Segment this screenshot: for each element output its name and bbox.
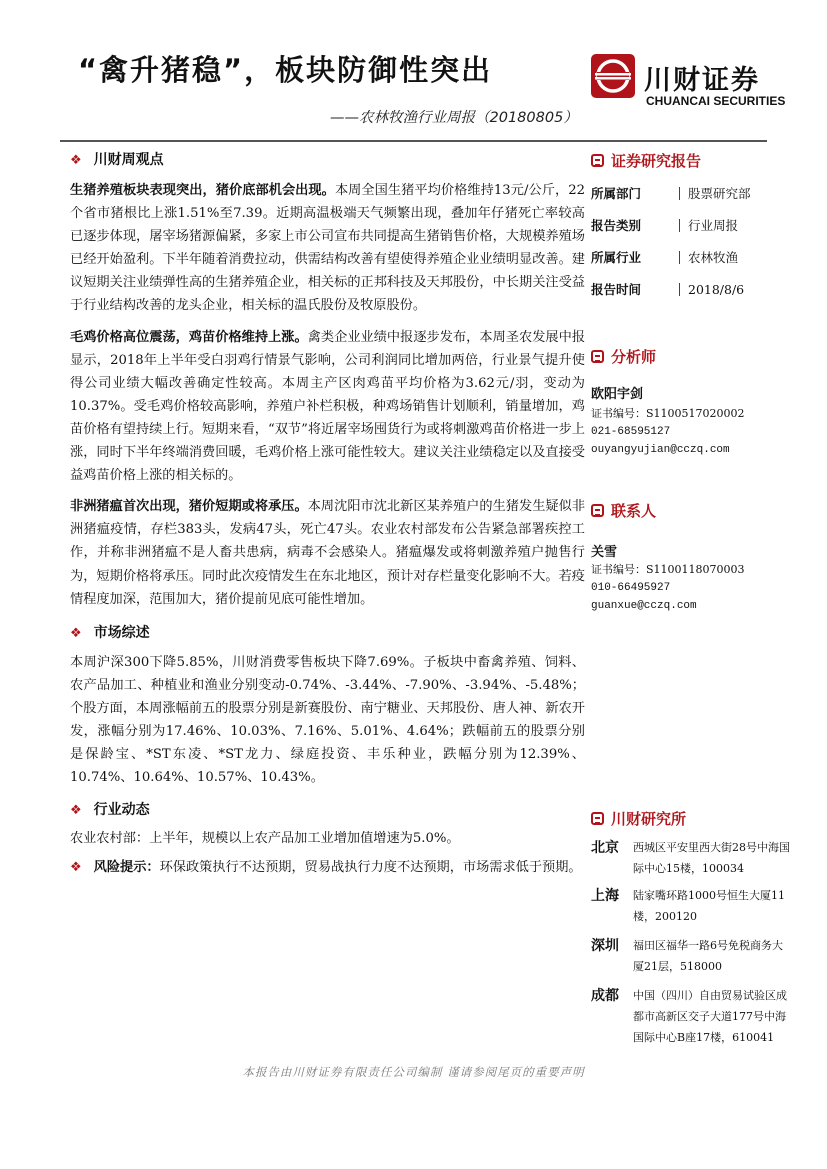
meta-separator	[679, 283, 680, 296]
office-chengdu	[591, 985, 791, 1048]
paragraph-body: 本周沈阳市沈北新区某养殖户的生猪发生疑似非洲猪瘟疫情，存栏383头，发病47头，死亡47头。农业农村部发布公告紧急部署疾控工作，并称非洲猪瘟不是人畜共患病，病毒不会感染人。猪瘟爆发或将刺激养殖户抛售行为，短期价格将承压。同时此次疫情发生在东北地区，预计对存栏量变化影响不大。若疫情程度加深，范围加大，猪价提前见底可能性增加。	[70, 499, 586, 607]
side-heading-text: 川财研究所	[611, 810, 687, 828]
meta-value: 农林牧渔	[688, 250, 739, 265]
office-city: 北京	[591, 840, 619, 856]
office-address: 西城区平安里西大街28号中海国际中心15楼，100034	[633, 841, 790, 875]
section-market-review	[70, 623, 585, 645]
office-shenzhen	[591, 935, 791, 977]
paragraph-lead: 非洲猪瘟首次出现，猪价短期或将承压。	[70, 499, 308, 515]
meta-value: 股票研究部	[688, 186, 751, 201]
analyst-phone: 021-68595127	[591, 426, 671, 438]
meta-label: 报告时间	[591, 282, 642, 297]
contact-icon	[591, 504, 604, 517]
brand-name: 川财证券	[644, 65, 760, 96]
meta-label: 所属部门	[591, 186, 642, 201]
report-subtitle: ——农林牧渔行业周报（20180805）	[330, 110, 578, 126]
main-content	[70, 150, 585, 879]
meta-row	[591, 209, 791, 241]
report-meta-panel	[591, 150, 791, 305]
risk-warning	[70, 856, 585, 879]
diamond-bullet-icon: ❖	[70, 802, 82, 818]
meta-list	[591, 177, 791, 305]
diamond-bullet-icon: ❖	[70, 153, 82, 169]
report-title: “禽升猪稳”，板块防御性突出	[78, 53, 493, 87]
meta-value: 行业周报	[688, 218, 739, 233]
section-title: 市场综述	[93, 625, 150, 642]
analyst-cert: 证书编号：S1100517020002	[591, 407, 745, 420]
paragraph-lead: 生猪养殖板块表现突出，猪价底部机会出现。	[70, 183, 335, 198]
side-heading-text: 联系人	[611, 502, 657, 520]
contact-name: 关雪	[591, 545, 618, 560]
institute-heading	[591, 808, 791, 829]
analyst-heading	[591, 346, 791, 367]
risk-text: 环保政策执行不达预期，贸易战执行力度不达预期，市场需求低于预期。	[159, 860, 582, 876]
office-city: 深圳	[591, 938, 619, 954]
brand-name-en: CHUANCAI SECURITIES	[646, 94, 786, 108]
paragraph-hog	[70, 179, 585, 318]
institute-panel	[591, 808, 791, 1048]
office-beijing	[591, 837, 791, 879]
meta-label: 所属行业	[591, 250, 642, 265]
paragraph-body: 禽类企业业绩中报逐步发布，本周圣农发展中报显示，2018年上半年受白羽鸡行情景气影响，公司利润同比增加两倍，行业景气提升使得公司业绩大幅改善确定性较高。本周主产区肉鸡苗平均价格为3.62元/羽，变动为10.37%。受毛鸡价格较高影响，养殖户补栏积极，种鸡场销售计划顺利，销量增加，鸡苗价格有望持续上行。短期来看，“双节”将近屠宰场囤货行为或将刺激鸡苗价格进一步上涨，同时下半年终端消费回暖，毛鸡价格上涨可能性较大。建议关注业绩稳定以及直接受益鸡苗价格上涨的相关标的。	[70, 329, 586, 484]
office-address: 陆家嘴环路1000号恒生大厦11楼，200120	[633, 889, 785, 923]
analyst-panel	[591, 346, 791, 459]
report-icon	[591, 154, 604, 167]
section-industry-news	[70, 799, 585, 821]
header-divider	[60, 140, 767, 142]
contact-heading	[591, 500, 791, 521]
paragraph-lead: 毛鸡价格高位震荡，鸡苗价格维持上涨。	[70, 329, 308, 345]
contact-panel	[591, 500, 791, 615]
office-city: 上海	[591, 888, 619, 904]
contact-cert: 证书编号：S1100118070003	[591, 563, 745, 576]
meta-label: 报告类别	[591, 218, 642, 233]
risk-label: 风险提示：	[93, 860, 160, 876]
paragraph-news: 农业农村部：上半年，规模以上农产品加工业增加值增速为5.0%。	[70, 831, 460, 847]
analyst-icon	[591, 350, 604, 363]
side-heading-text: 分析师	[611, 348, 657, 366]
side-heading-text: 证券研究报告	[611, 152, 702, 170]
office-shanghai	[591, 885, 791, 927]
meta-separator	[679, 187, 680, 200]
paragraph-chicken	[70, 326, 585, 488]
contact-email[interactable]: guanxue@cczq.com	[591, 600, 697, 612]
meta-separator	[679, 251, 680, 264]
meta-row	[591, 241, 791, 273]
meta-row	[591, 273, 791, 305]
analyst-name: 欧阳宇剑	[591, 387, 644, 402]
footer-disclaimer: 本报告由川财证券有限责任公司编制 谨请参阅尾页的重要声明	[242, 1065, 585, 1079]
meta-separator	[679, 219, 680, 232]
diamond-bullet-icon: ❖	[70, 860, 82, 876]
diamond-bullet-icon: ❖	[70, 626, 82, 642]
contact-phone: 010-66495927	[591, 582, 671, 594]
meta-row	[591, 177, 791, 209]
chuancai-logo-icon	[591, 54, 635, 98]
analyst-email[interactable]: ouyangyujian@cczq.com	[591, 444, 730, 456]
section-weekly-view	[70, 150, 585, 172]
paragraph-market: 本周沪深300下降5.85%，川财消费零售板块下降7.69%。子板块中畜禽养殖、饲料、农产品加工、种植业和渔业分别变动-0.74%、-3.44%、-7.90%、-3.94%、-5.48%；个股方面，本周涨幅前五的股票分别是新赛股份、南宁糖业、天邦股份、唐人神、新农开发，涨幅分别为17.46%、10.03%、7.16%、5.01%、4.64%；跌幅前五的股票分别是保龄宝、*ST东凌、*ST龙力、绿庭投资、丰乐种业，跌幅分别为12.39%、10.74%、10.64%、10.57%、10.43%。	[70, 654, 585, 786]
section-title: 行业动态	[93, 801, 150, 818]
office-city: 成都	[591, 988, 619, 1004]
meta-value: 2018/8/6	[688, 281, 745, 297]
section-title: 川财周观点	[93, 152, 164, 169]
office-address: 福田区福华一路6号免税商务大厦21层，518000	[633, 939, 783, 973]
institute-icon	[591, 812, 604, 825]
office-address: 中国（四川）自由贸易试验区成都市高新区交子大道177号中海国际中心B座17楼，610041	[633, 989, 787, 1044]
paragraph-body: 本周全国生猪平均价格维持13元/公斤，22个省市猪根比上涨1.51%至7.39。近期高温极端天气频繁出现，叠加年仔猪死亡率较高已逐步体现，屠宰场猪源偏紧，多家上市公司宣布共同提高生猪销售价格，大规模养殖场已经开始盈利。下半年随着消费拉动，供需结构改善有望使得养殖企业业绩明显改善。建议短期关注业绩弹性高的生猪养殖企业，相关标的正邦科技及天邦股份，中长期关注受益于行业结构改善的龙头企业，相关标的温氏股份及牧原股份。	[70, 183, 585, 314]
report-meta-heading	[591, 150, 791, 171]
paragraph-asf	[70, 495, 585, 610]
